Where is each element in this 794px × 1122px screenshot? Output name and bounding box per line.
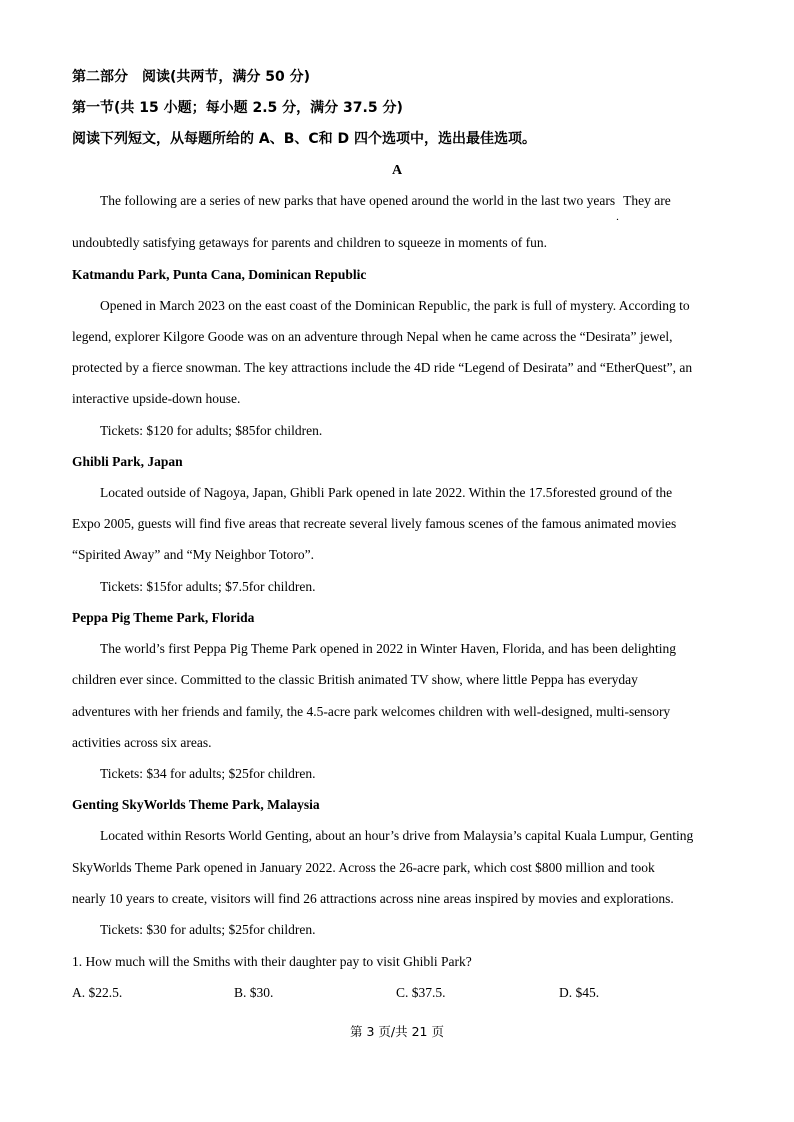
park-tickets: Tickets: $30 for adults; $25for children.: [100, 922, 316, 937]
park-tickets: Tickets: $120 for adults; $85for children.: [100, 423, 323, 438]
park-title: Genting SkyWorlds Theme Park, Malaysia: [72, 797, 320, 812]
park-text-line: children ever since. Committed to the classic British animated TV show, where little Peppa has everyday: [72, 672, 638, 687]
option-d[interactable]: D. $45.: [559, 985, 600, 1000]
intro-line-1: [100, 192, 671, 210]
park-text-line: activities across six areas.: [72, 735, 212, 750]
question-stem: 1. How much will the Smiths with their daughter pay to visit Ghibli Park?: [72, 954, 472, 969]
park-text-line: SkyWorlds Theme Park opened in January 2022. Across the 26-acre park, which cost $800 million and took: [72, 860, 655, 875]
park-text-line: protected by a fierce snowman. The key attractions include the 4D ride “Legend of Desirata” and “EtherQuest”, an: [72, 360, 693, 375]
park-text-line: Opened in March 2023 on the east coast of the Dominican Republic, the park is full of mystery. According to: [100, 298, 690, 313]
park-text-line: The world’s first Peppa Pig Theme Park opened in 2022 in Winter Haven, Florida, and has been delighting: [100, 641, 676, 656]
park-text-line: legend, explorer Kilgore Goode was on an adventure through Nepal when he came across the “Desirata” jewel,: [72, 329, 673, 344]
park-title: Katmandu Park, Punta Cana, Dominican Republic: [72, 267, 367, 282]
park-tickets: Tickets: $34 for adults; $25for children.: [100, 766, 316, 781]
part-heading: 第二部分 阅读(共两节，满分 50 分): [72, 69, 311, 85]
park-text-line: Located outside of Nagoya, Japan, Ghibli Park opened in late 2022. Within the 17.5forested ground of the: [100, 485, 673, 500]
page-footer: [0, 1023, 794, 1041]
intro-line-2: undoubtedly satisfying getaways for parents and children to squeeze in moments of fun.: [72, 235, 548, 250]
option-a[interactable]: A. $22.5.: [72, 985, 123, 1000]
park-title: Ghibli Park, Japan: [72, 454, 183, 469]
park-title: Peppa Pig Theme Park, Florida: [72, 610, 255, 625]
park-text-line: “Spirited Away” and “My Neighbor Totoro”.: [72, 547, 315, 562]
intro-line-1a: The following are a series of new parks that have opened around the world in the last two years: [100, 193, 616, 208]
option-b[interactable]: B. $30.: [234, 985, 274, 1000]
intro-line-1b: They are: [623, 193, 671, 208]
park-text-line: Expo 2005, guests will find five areas that recreate several lively famous scenes of the famous animated movies: [72, 516, 677, 531]
park-text-line: interactive upside-down house.: [72, 391, 241, 406]
option-c[interactable]: C. $37.5.: [396, 985, 446, 1000]
park-text-line: Located within Resorts World Genting, about an hour’s drive from Malaysia’s capital Kuala Lumpur, Genting: [100, 828, 694, 843]
park-text-line: adventures with her friends and family, the 4.5-acre park welcomes children with well-designed, multi-sensory: [72, 704, 671, 719]
park-text-line: nearly 10 years to create, visitors will find 26 attractions across nine areas inspired by movies and explorations.: [72, 891, 674, 906]
section-heading: 第一节(共 15 小题；每小题 2.5 分，满分 37.5 分): [72, 100, 403, 116]
instruction-text: 阅读下列短文，从每题所给的 A、B、C和 D 四个选项中，选出最佳选项。: [72, 131, 537, 147]
page-number: 第 3 页/共 21 页: [350, 1024, 444, 1039]
park-tickets: Tickets: $15for adults; $7.5for children.: [100, 579, 316, 594]
passage-letter: A: [391, 163, 403, 178]
